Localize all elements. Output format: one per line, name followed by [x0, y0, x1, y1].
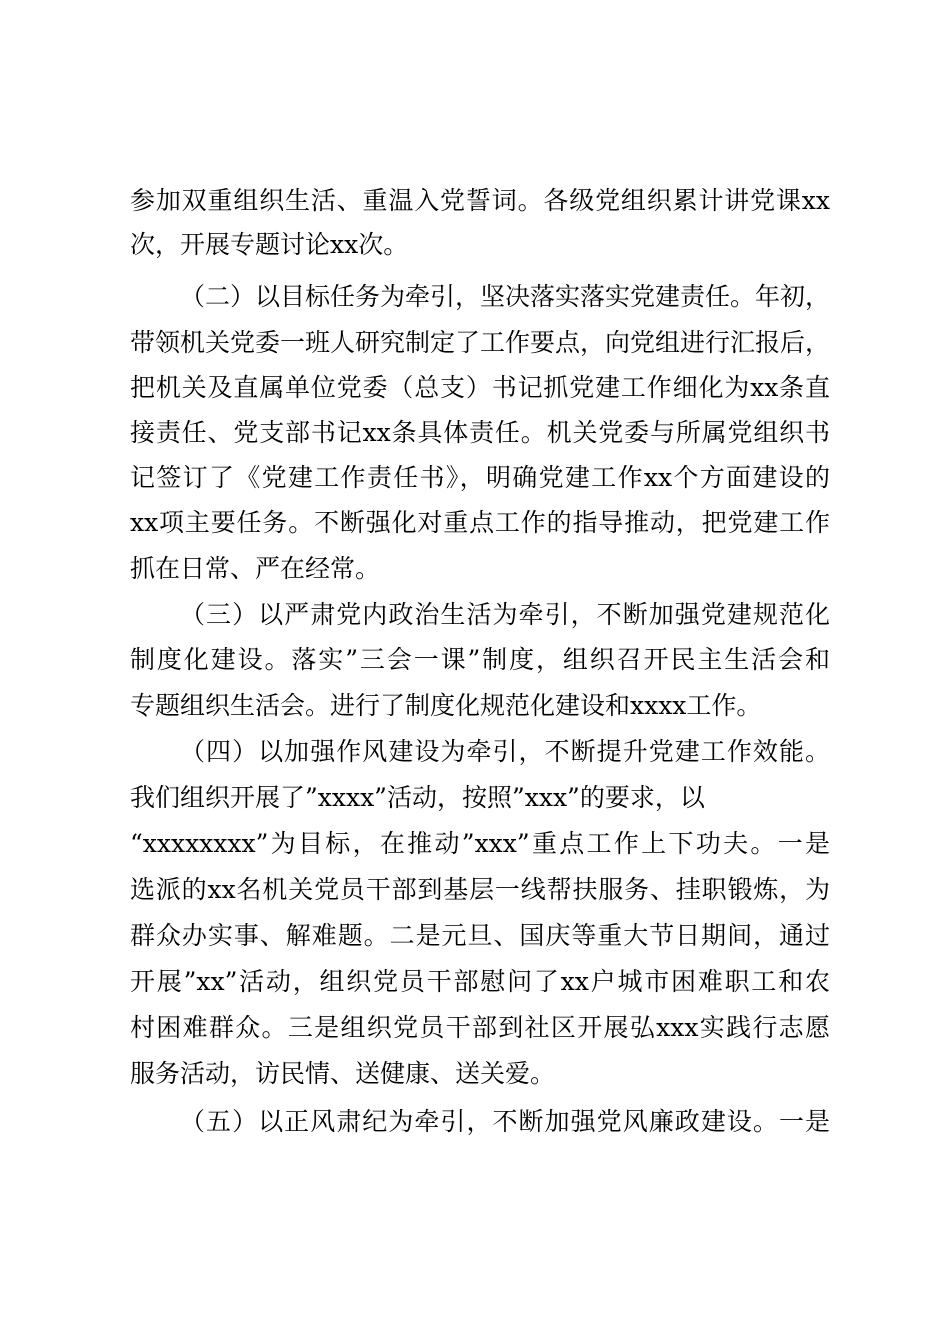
paragraph-1-line-1: 参加双重组织生活、重温入党誓词。各级党组织累计讲党课xx	[130, 186, 830, 215]
paragraph-3-line-3: 专题组织生活会。进行了制度化规范化建设和xxxx工作。	[130, 691, 762, 720]
paragraph-4-line-4: 选派的xx名机关党员干部到基层一线帮扶服务、挂职锻炼，为	[130, 875, 830, 904]
paragraph-4-line-3: “xxxxxxxx”为目标，在推动”xxx”重点工作上下功夫。一是	[130, 829, 830, 858]
paragraph-2-line-2: 带领机关党委一班人研究制定了工作要点，向党组进行汇报后，	[130, 328, 830, 357]
paragraph-2-line-1: （二）以目标任务为牵引，坚决落实落实党建责任。年初，	[180, 282, 830, 311]
paragraph-3-line-2: 制度化建设。落实”三会一课”制度，组织召开民主生活会和	[130, 645, 830, 674]
paragraph-4-line-7: 村困难群众。三是组织党员干部到社区开展弘xxx实践行志愿	[130, 1013, 830, 1042]
paragraph-2-line-6: xx项主要任务。不断强化对重点工作的指导推动，把党建工作	[130, 508, 830, 537]
paragraph-4-line-6: 开展”xx”活动，组织党员干部慰问了xx户城市困难职工和农	[130, 967, 830, 996]
paragraph-4-line-8: 服务活动，访民情、送健康、送关爱。	[130, 1059, 556, 1088]
paragraph-1-line-2: 次，开展专题讨论xx次。	[130, 230, 409, 259]
paragraph-4-line-2: 我们组织开展了”xxxx”活动，按照”xxx”的要求，以	[130, 783, 705, 812]
paragraph-2-line-3: 把机关及直属单位党委（总支）书记抓党建工作细化为xx条直	[130, 373, 830, 402]
paragraph-2-line-7: 抓在日常、严在经常。	[130, 554, 381, 583]
paragraph-4-line-5: 群众办实事、解难题。二是元旦、国庆等重大节日期间，通过	[130, 921, 830, 950]
paragraph-2-line-4: 接责任、党支部书记xx条具体责任。机关党委与所属党组织书	[130, 418, 830, 447]
paragraph-4-line-1: （四）以加强作风建设为牵引，不断提升党建工作效能。	[180, 737, 830, 766]
paragraph-2-line-5: 记签订了《党建工作责任书》，明确党建工作xx个方面建设的	[130, 463, 830, 492]
paragraph-3-line-1: （三）以严肃党内政治生活为牵引，不断加强党建规范化	[180, 600, 830, 629]
paragraph-5-line-1: （五）以正风肃纪为牵引，不断加强党风廉政建设。一是	[180, 1107, 830, 1136]
